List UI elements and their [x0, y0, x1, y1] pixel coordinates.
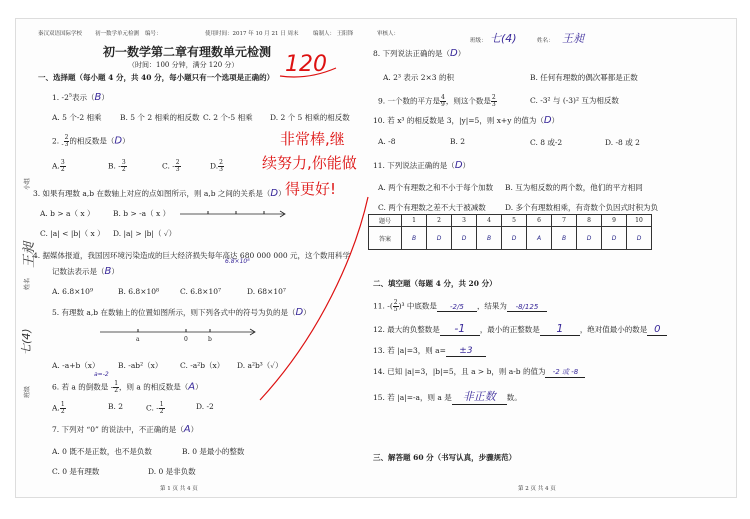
q6-note: a=-2: [94, 371, 109, 378]
q6-opt-a: A. $\frac{1}{2}$: [52, 401, 65, 415]
answer-table-cell: D: [452, 227, 477, 250]
header-code: 编号：: [145, 31, 162, 37]
answer-table-cell: A: [527, 227, 552, 250]
section2-heading: 二、填空题（每题 4 分，共 20 分）: [373, 279, 497, 288]
answer-table-ans-label: 答案: [369, 227, 402, 250]
answer-table-num: 10: [627, 215, 652, 227]
answer-table-cell: D: [627, 227, 652, 250]
sidebar-class-value: 七(4): [20, 328, 33, 355]
header-school: 秦汉双语国际学校: [38, 31, 83, 37]
q5-opt-b: B. -ab²（x）: [118, 361, 163, 370]
comment-stroke: [250, 195, 380, 405]
answer-table-num: 6: [527, 215, 552, 227]
score: 120: [285, 52, 327, 77]
comment-line-1: 非常棒,继: [280, 130, 345, 148]
header-class-value: 七(4): [490, 32, 517, 45]
q2-text: 2. - $\frac{2}{3}$ 的相反数是（D）: [52, 134, 130, 148]
q10-opt-d: D. -8 或 2: [605, 138, 640, 147]
header-name-value: 王昶: [562, 32, 584, 45]
answer-table-cell: B: [552, 227, 577, 250]
q10-text: 10. 若 x³ 的相反数是 3，|y|=5，则 x+y 的值为（D）: [373, 115, 560, 126]
q9-text: 9. 一个数的平方是 $\frac{4}{9}$ ，则这个数是 $\frac{2}{3}$: [378, 94, 496, 108]
q11-text: 11. 下列说法正确的是（D）: [373, 160, 471, 171]
section1-heading: 一、选择题（每小题 4 分，共 40 分，每小题只有一个选项是正确的）: [38, 73, 275, 82]
fill-q13: 13. 若 |a|=3，则 a= ±3: [373, 345, 486, 357]
page-title: 初一数学第二章有理数单元检测: [103, 45, 272, 59]
score-underline: [278, 50, 338, 80]
answer-table-num: 4: [477, 215, 502, 227]
answer-table-num: 9: [602, 215, 627, 227]
q10-opt-b: B. 2: [450, 137, 466, 146]
q9-opt-c: C. -3² 与 (-3)² 互为相反数: [530, 96, 619, 105]
q6-opt-d: D. -2: [196, 402, 214, 411]
q5-axis-b: b: [208, 336, 212, 343]
q4-text-b: 记数法表示是（B）: [52, 266, 119, 277]
sidebar-group-label: 小组: [24, 177, 31, 190]
fill-q14: 14. 已知 |a|=3，|b|=5，且 a > b，则 a-b 的值为 -2 或 -8: [373, 366, 585, 378]
comment-line-3: 得更好!: [285, 180, 337, 198]
answer-table-cell: B: [402, 227, 427, 250]
answer-table-num: 7: [552, 215, 577, 227]
q11-opt-a: A. 两个有理数之和不小于每个加数: [378, 183, 494, 192]
q5-opt-d: D. a²b³（✓）: [237, 361, 283, 370]
footer-right: 第 2 页 共 4 页: [518, 486, 556, 492]
page-subtitle: （时间：100 分钟，满分 120 分）: [128, 61, 239, 69]
q4-opt-a: A. 6.8×10⁹: [52, 287, 93, 296]
q11-opt-b: B. 互为相反数的两个数，他们的平方相同: [505, 183, 643, 192]
header-name-label: 姓名：: [537, 38, 554, 44]
fill-q12: 12. 最大的负整数是 -1 ，最小的正整数是 1 ，绝对值最小的数是 0: [373, 322, 667, 336]
q2-opt-d: D. $\frac{2}{3}$: [210, 159, 223, 173]
section3-heading: 三、解答题 60 分（书写认真，步骤规范）: [373, 453, 517, 462]
q5-opt-c: C. -a²b（x）: [180, 361, 225, 370]
q1-opt-b: B. 5 个 2 相乘的相反数: [120, 113, 200, 122]
q7-text: 7. 下列对 “0” 的说法中，不正确的是（A）: [52, 424, 199, 435]
q3-opt-d: D. |a| > |b|（ ✓）: [113, 229, 177, 238]
footer-left: 第 1 页 共 4 页: [160, 486, 198, 492]
answer-table-cell: D: [427, 227, 452, 250]
q8-opt-b: B. 任何有理数的偶次幂都是正数: [530, 73, 638, 82]
sidebar-name-value: 王昶: [22, 241, 37, 268]
answer-table-num: 2: [427, 215, 452, 227]
q3-opt-b: B. b > -a（ x ）: [113, 209, 171, 218]
q8-text: 8. 下列说法正确的是（D）: [373, 48, 466, 59]
comment-line-2: 续努力,你能做: [262, 154, 357, 172]
q4-note: 6.8×10⁸: [225, 258, 250, 265]
answer-table-num-label: 题号: [369, 215, 402, 227]
q10-opt-c: C. 8 或-2: [530, 138, 563, 147]
q5-text: 5. 有理数 a,b 在数轴上的位置如图所示，则下列各式中的符号为负的是（D）: [52, 307, 311, 318]
answer-table-num: 5: [502, 215, 527, 227]
fill-q11: 11. -( $\frac{2}{5}$ )³ 中底数是 -2/5 ，结果为 -8/125: [373, 300, 547, 313]
q7-opt-a: A. 0 既不是正数，也不是负数: [52, 447, 152, 456]
q4-opt-b: B. 6.8×10⁸: [118, 287, 160, 296]
q1-opt-a: A. 5 个-2 相乘: [52, 113, 102, 122]
q4-text: 4. 据媒体报道，我国因环境污染造成的巨大经济损失每年高达 680 000 000 元，这个数用科学: [33, 251, 351, 260]
header-editor: 编制人： 王阳锋: [313, 31, 354, 37]
q6-text: 6. 若 a 的倒数是 - $\frac{1}{2}$ ，则 a 的相反数是（A）: [52, 380, 203, 394]
header-reviewer: 审核人：: [377, 31, 400, 37]
header-class-label: 班级：: [470, 38, 487, 44]
answer-table-cell: B: [477, 227, 502, 250]
q3-opt-a: A. b > a（ x ）: [40, 209, 95, 218]
q5-axis-a: a: [136, 336, 140, 343]
q2-opt-c: C. - $\frac{2}{3}$: [162, 159, 180, 173]
sidebar-class-label: 班级: [24, 385, 31, 398]
answer-table-num: 3: [452, 215, 477, 227]
q1-opt-c: C. 2 个-5 相乘: [203, 113, 253, 122]
q3-number-line: [178, 206, 288, 220]
fill-q15: 15. 若 |a|=-a，则 a 是 非正数 数。: [373, 390, 522, 403]
q7-opt-c: C. 0 是有理数: [52, 467, 100, 476]
q3-text: 3. 如果有理数 a,b 在数轴上对应的点如图所示，则 a,b 之间的关系是（D）: [33, 188, 286, 199]
q6-opt-c: C. - $\frac{1}{2}$: [146, 401, 164, 415]
q2-opt-b: B. - $\frac{3}{2}$: [108, 159, 126, 173]
answer-table-num: 8: [577, 215, 602, 227]
q6-opt-b: B. 2: [108, 402, 124, 411]
answer-table-cell: D: [502, 227, 527, 250]
q1-opt-d: D. 2 个 5 相乘的相反数: [270, 113, 350, 122]
q2-opt-a: A. $\frac{3}{2}$: [52, 159, 65, 173]
q5-axis-0: 0: [184, 336, 188, 343]
header-time: 使用时间：2017 年 10 月 21 日 周末: [205, 31, 299, 37]
answer-table-cell: D: [577, 227, 602, 250]
q3-opt-c: C. |a| < |b|（ x ）: [40, 229, 105, 238]
q7-opt-d: D. 0 是非负数: [148, 467, 196, 476]
answer-table-cell: D: [602, 227, 627, 250]
q1-text: 1. $-2^5$表示（B）: [52, 92, 109, 103]
q11-opt-d: D. 多个有理数相乘，有奇数个负因式时积为负: [505, 203, 659, 212]
header-doc: 初一数学单元检测: [95, 31, 140, 37]
sidebar-name-label: 姓名: [24, 277, 31, 290]
q7-opt-b: B. 0 是最小的整数: [182, 447, 245, 456]
q8-opt-a: A. 2³ 表示 2×3 的积: [383, 73, 454, 82]
q10-opt-a: A. -8: [378, 137, 396, 146]
q5-opt-a: A. -a+b（x）: [52, 361, 100, 370]
q4-opt-d: D. 68×10⁷: [247, 287, 286, 296]
q11-opt-c: C. 两个有理数之差不大于被减数: [378, 203, 486, 212]
q4-opt-c: C. 6.8×10⁷: [180, 287, 222, 296]
answer-table-num: 1: [402, 215, 427, 227]
q5-number-line: [98, 324, 258, 344]
answer-table: [368, 214, 652, 250]
